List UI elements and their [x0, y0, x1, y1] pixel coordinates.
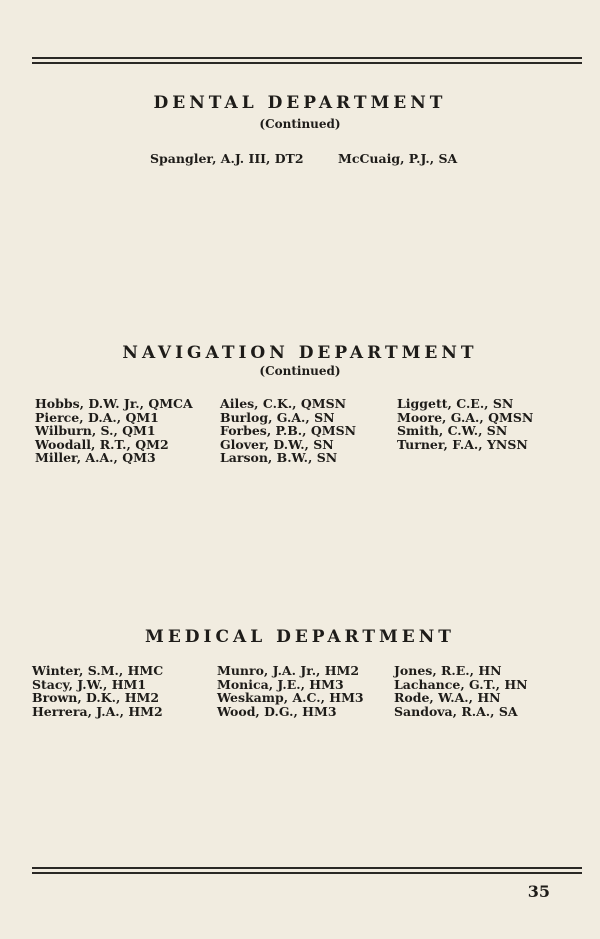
dental-entry: Spangler, A.J. III, DT2 — [150, 151, 304, 166]
dental-entry: McCuaig, P.J., SA — [338, 151, 458, 166]
roster-entry: Larson, B.W., SN — [220, 450, 338, 465]
roster-entry: Pierce, D.A., QM1 — [35, 409, 159, 425]
navigation-column-3 — [397, 397, 533, 451]
medical-column-2 — [217, 664, 364, 718]
top-rule — [32, 57, 582, 59]
roster-entry: Sandova, R.A., SA — [394, 703, 518, 719]
roster-entry: Turner, F.A., YNSN — [397, 436, 528, 452]
roster-entry: Miller, A.A., QM3 — [35, 450, 156, 465]
page-number: 35 — [527, 882, 550, 901]
roster-entry: Ailes, C.K., QMSN — [220, 396, 347, 411]
roster-entry: Moore, G.A., QMSN — [397, 409, 534, 425]
navigation-column-1 — [35, 397, 193, 465]
roster-entry: Munro, J.A. Jr., HM2 — [217, 663, 360, 678]
roster-entry: Stacy, J.W., HM1 — [32, 676, 147, 692]
dental-continued-label: (Continued) — [259, 117, 341, 131]
bottom-rule-second — [32, 872, 582, 874]
roster-entry: Rode, W.A., HN — [394, 690, 501, 705]
top-rule-second — [32, 62, 582, 64]
dental-department-title: DENTAL DEPARTMENT — [153, 93, 447, 113]
roster-entry: Glover, D.W., SN — [220, 436, 334, 452]
roster-entry: Weskamp, A.C., HM3 — [217, 690, 364, 705]
medical-column-1 — [32, 664, 163, 718]
roster-entry: Forbes, P.B., QMSN — [220, 423, 357, 438]
roster-entry: Winter, S.M., HMC — [32, 663, 164, 678]
roster-entry: Hobbs, D.W. Jr., QMCA — [35, 396, 193, 411]
roster-entry: Woodall, R.T., QM2 — [35, 436, 169, 452]
roster-entry: Wilburn, S., QM1 — [35, 423, 156, 438]
roster-entry: Liggett, C.E., SN — [397, 396, 514, 411]
roster-entry: Monica, J.E., HM3 — [217, 676, 344, 692]
roster-entry: Smith, C.W., SN — [397, 423, 508, 438]
roster-entry: Herrera, J.A., HM2 — [32, 703, 163, 719]
roster-entry: Jones, R.E., HN — [394, 663, 502, 678]
roster-entry: Brown, D.K., HM2 — [32, 690, 160, 705]
medical-department-title: MEDICAL DEPARTMENT — [145, 627, 455, 647]
roster-entry: Lachance, G.T., HN — [394, 676, 528, 692]
roster-entry: Burlog, G.A., SN — [220, 409, 335, 425]
medical-column-3 — [394, 664, 528, 718]
navigation-column-2 — [220, 397, 356, 465]
bottom-rule — [32, 867, 582, 869]
navigation-department-title: NAVIGATION DEPARTMENT — [122, 343, 478, 363]
navigation-continued-label: (Continued) — [259, 364, 341, 378]
roster-entry: Wood, D.G., HM3 — [217, 703, 337, 719]
